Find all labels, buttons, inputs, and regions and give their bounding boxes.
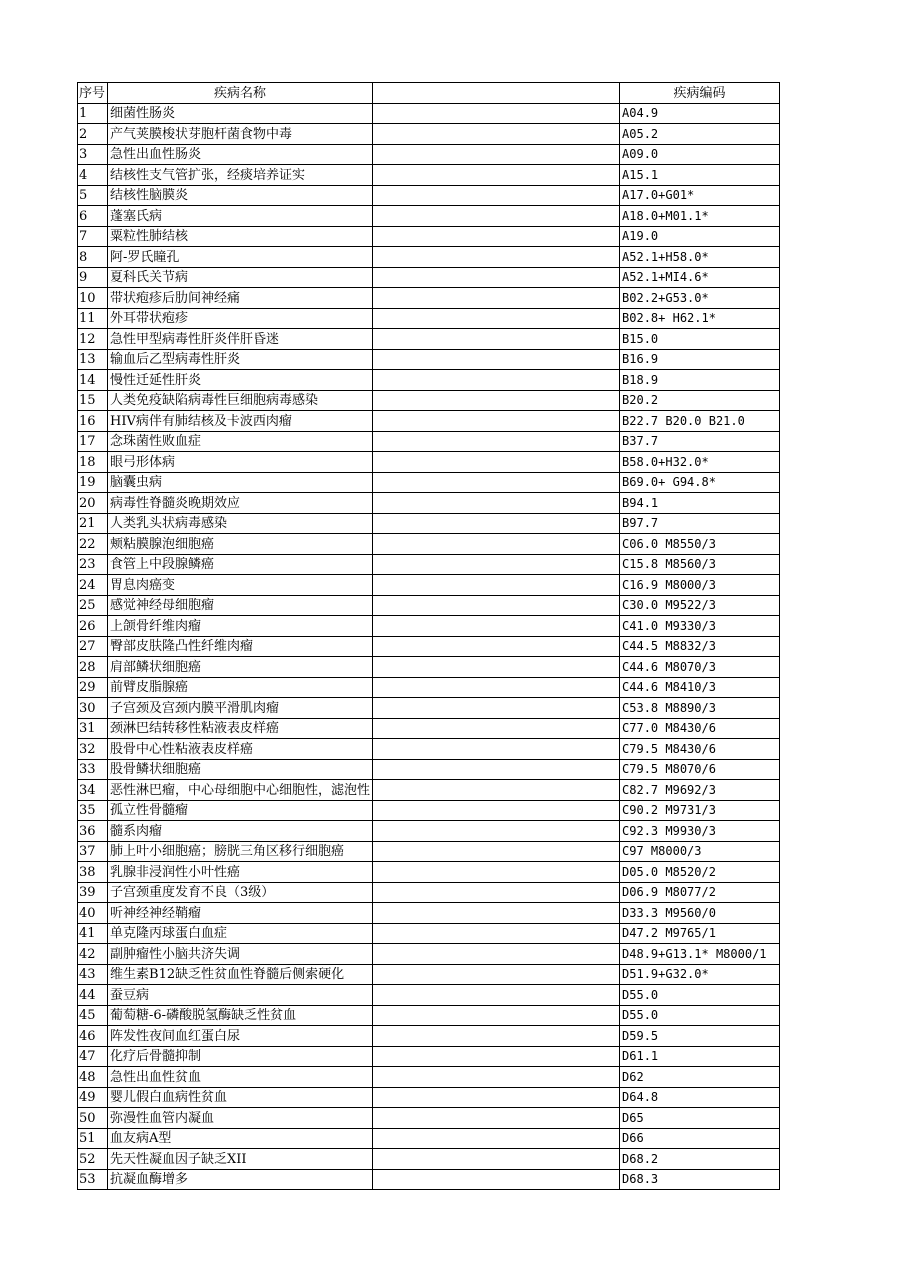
row-name: 肺上叶小细胞癌；膀胱三角区移行细胞癌 xyxy=(108,841,373,862)
row-blank xyxy=(373,124,620,145)
row-blank xyxy=(373,513,620,534)
row-blank xyxy=(373,800,620,821)
row-blank xyxy=(373,1128,620,1149)
row-name: 恶性淋巴瘤，中心母细胞中心细胞性，滤泡性 xyxy=(108,780,373,801)
row-num: 5 xyxy=(78,185,108,206)
row-num: 17 xyxy=(78,431,108,452)
row-code: C16.9 M8000/3 xyxy=(620,575,780,596)
table-row xyxy=(78,636,780,657)
table-row xyxy=(78,206,780,227)
row-code: B22.7 B20.0 B21.0 xyxy=(620,411,780,432)
row-num: 9 xyxy=(78,267,108,288)
row-name: 单克隆丙球蛋白血症 xyxy=(108,923,373,944)
row-name: 夏科氏关节病 xyxy=(108,267,373,288)
row-blank xyxy=(373,493,620,514)
header-name: 疾病名称 xyxy=(108,83,373,104)
row-num: 48 xyxy=(78,1067,108,1088)
row-name: 葡萄糖-6-磷酸脱氢酶缺乏性贫血 xyxy=(108,1005,373,1026)
row-num: 6 xyxy=(78,206,108,227)
row-blank xyxy=(373,206,620,227)
row-name: 带状疱疹后肋间神经痛 xyxy=(108,288,373,309)
table-row xyxy=(78,1108,780,1129)
row-num: 41 xyxy=(78,923,108,944)
row-num: 32 xyxy=(78,739,108,760)
row-code: B94.1 xyxy=(620,493,780,514)
row-name: 肩部鳞状细胞癌 xyxy=(108,657,373,678)
row-num: 44 xyxy=(78,985,108,1006)
row-name: 股骨中心性粘液表皮样癌 xyxy=(108,739,373,760)
table-row xyxy=(78,1067,780,1088)
row-blank xyxy=(373,472,620,493)
table-row xyxy=(78,513,780,534)
disease-code-table xyxy=(77,82,780,1190)
row-code: D68.2 xyxy=(620,1149,780,1170)
row-num: 2 xyxy=(78,124,108,145)
table-row xyxy=(78,349,780,370)
table-row xyxy=(78,247,780,268)
row-name: 阵发性夜间血红蛋白尿 xyxy=(108,1026,373,1047)
row-code: C92.3 M9930/3 xyxy=(620,821,780,842)
row-name: 胃息肉癌变 xyxy=(108,575,373,596)
row-code: C41.0 M9330/3 xyxy=(620,616,780,637)
row-blank xyxy=(373,144,620,165)
row-code: B20.2 xyxy=(620,390,780,411)
row-name: 抗凝血酶增多 xyxy=(108,1169,373,1190)
row-blank xyxy=(373,1108,620,1129)
row-num: 36 xyxy=(78,821,108,842)
row-blank xyxy=(373,636,620,657)
row-blank xyxy=(373,841,620,862)
table-row xyxy=(78,616,780,637)
table-row xyxy=(78,103,780,124)
row-code: A15.1 xyxy=(620,165,780,186)
row-blank xyxy=(373,944,620,965)
row-num: 21 xyxy=(78,513,108,534)
row-num: 50 xyxy=(78,1108,108,1129)
table-row xyxy=(78,882,780,903)
row-num: 13 xyxy=(78,349,108,370)
table-row xyxy=(78,657,780,678)
row-num: 3 xyxy=(78,144,108,165)
row-blank xyxy=(373,882,620,903)
row-blank xyxy=(373,595,620,616)
row-num: 47 xyxy=(78,1046,108,1067)
row-code: D62 xyxy=(620,1067,780,1088)
row-num: 18 xyxy=(78,452,108,473)
row-code: A18.0+M01.1* xyxy=(620,206,780,227)
row-code: D68.3 xyxy=(620,1169,780,1190)
row-code: D47.2 M9765/1 xyxy=(620,923,780,944)
row-blank xyxy=(373,964,620,985)
row-num: 37 xyxy=(78,841,108,862)
row-blank xyxy=(373,370,620,391)
row-code: C44.5 M8832/3 xyxy=(620,636,780,657)
row-blank xyxy=(373,1087,620,1108)
table-row xyxy=(78,575,780,596)
row-num: 1 xyxy=(78,103,108,124)
row-num: 28 xyxy=(78,657,108,678)
row-name: HIV病伴有肺结核及卡波西肉瘤 xyxy=(108,411,373,432)
row-code: C79.5 M8430/6 xyxy=(620,739,780,760)
row-blank xyxy=(373,698,620,719)
row-num: 10 xyxy=(78,288,108,309)
table-row xyxy=(78,739,780,760)
table-row xyxy=(78,267,780,288)
row-blank xyxy=(373,390,620,411)
row-blank xyxy=(373,759,620,780)
row-num: 51 xyxy=(78,1128,108,1149)
row-num: 27 xyxy=(78,636,108,657)
row-code: A04.9 xyxy=(620,103,780,124)
row-num: 30 xyxy=(78,698,108,719)
row-name: 听神经神经鞘瘤 xyxy=(108,903,373,924)
table-row xyxy=(78,595,780,616)
row-blank xyxy=(373,1067,620,1088)
row-name: 颊粘膜腺泡细胞癌 xyxy=(108,534,373,555)
row-code: D05.0 M8520/2 xyxy=(620,862,780,883)
row-num: 43 xyxy=(78,964,108,985)
row-code: C30.0 M9522/3 xyxy=(620,595,780,616)
table-row xyxy=(78,288,780,309)
row-name: 病毒性脊髓炎晚期效应 xyxy=(108,493,373,514)
row-blank xyxy=(373,903,620,924)
row-blank xyxy=(373,677,620,698)
row-name: 细菌性肠炎 xyxy=(108,103,373,124)
table-row xyxy=(78,534,780,555)
row-name: 急性出血性肠炎 xyxy=(108,144,373,165)
row-num: 20 xyxy=(78,493,108,514)
table-row xyxy=(78,411,780,432)
table-row xyxy=(78,698,780,719)
table-row xyxy=(78,124,780,145)
header-blank xyxy=(373,83,620,104)
row-code: D55.0 xyxy=(620,985,780,1006)
row-name: 慢性迁延性肝炎 xyxy=(108,370,373,391)
row-name: 副肿瘤性小脑共济失调 xyxy=(108,944,373,965)
row-num: 8 xyxy=(78,247,108,268)
table-row xyxy=(78,554,780,575)
row-name: 化疗后骨髓抑制 xyxy=(108,1046,373,1067)
row-name: 先天性凝血因子缺乏XII xyxy=(108,1149,373,1170)
row-code: C90.2 M9731/3 xyxy=(620,800,780,821)
row-code: A09.0 xyxy=(620,144,780,165)
row-num: 42 xyxy=(78,944,108,965)
row-blank xyxy=(373,1169,620,1190)
header-code: 疾病编码 xyxy=(620,83,780,104)
row-blank xyxy=(373,1046,620,1067)
row-name: 结核性脑膜炎 xyxy=(108,185,373,206)
row-code: C79.5 M8070/6 xyxy=(620,759,780,780)
row-code: B58.0+H32.0* xyxy=(620,452,780,473)
row-blank xyxy=(373,780,620,801)
row-code: B69.0+ G94.8* xyxy=(620,472,780,493)
table-row xyxy=(78,1128,780,1149)
row-code: D64.8 xyxy=(620,1087,780,1108)
row-blank xyxy=(373,165,620,186)
table-row xyxy=(78,329,780,350)
row-num: 14 xyxy=(78,370,108,391)
table-row xyxy=(78,472,780,493)
table-row xyxy=(78,1046,780,1067)
table-row xyxy=(78,903,780,924)
table-row xyxy=(78,800,780,821)
row-name: 念珠菌性败血症 xyxy=(108,431,373,452)
row-name: 外耳带状疱疹 xyxy=(108,308,373,329)
row-num: 39 xyxy=(78,882,108,903)
row-name: 维生素B12缺乏性贫血性脊髓后侧索硬化 xyxy=(108,964,373,985)
row-code: C97 M8000/3 xyxy=(620,841,780,862)
row-num: 25 xyxy=(78,595,108,616)
table-row xyxy=(78,390,780,411)
row-name: 阿-罗氏瞳孔 xyxy=(108,247,373,268)
row-blank xyxy=(373,431,620,452)
row-num: 35 xyxy=(78,800,108,821)
table-row xyxy=(78,862,780,883)
row-code: B16.9 xyxy=(620,349,780,370)
row-code: A52.1+H58.0* xyxy=(620,247,780,268)
row-blank xyxy=(373,862,620,883)
row-blank xyxy=(373,718,620,739)
row-code: D65 xyxy=(620,1108,780,1129)
row-name: 子宫颈重度发育不良（3级） xyxy=(108,882,373,903)
table-row xyxy=(78,964,780,985)
row-name: 弥漫性血管内凝血 xyxy=(108,1108,373,1129)
table-row xyxy=(78,144,780,165)
row-code: B02.8+ H62.1* xyxy=(620,308,780,329)
row-num: 22 xyxy=(78,534,108,555)
row-code: A52.1+MI4.6* xyxy=(620,267,780,288)
row-num: 52 xyxy=(78,1149,108,1170)
row-blank xyxy=(373,1005,620,1026)
row-blank xyxy=(373,267,620,288)
row-name: 前臂皮脂腺癌 xyxy=(108,677,373,698)
row-code: B18.9 xyxy=(620,370,780,391)
row-code: D66 xyxy=(620,1128,780,1149)
row-num: 4 xyxy=(78,165,108,186)
row-code: C77.0 M8430/6 xyxy=(620,718,780,739)
row-blank xyxy=(373,247,620,268)
table-row xyxy=(78,226,780,247)
table-row xyxy=(78,759,780,780)
row-name: 孤立性骨髓瘤 xyxy=(108,800,373,821)
row-blank xyxy=(373,1026,620,1047)
row-num: 12 xyxy=(78,329,108,350)
row-name: 上颌骨纤维肉瘤 xyxy=(108,616,373,637)
row-name: 急性出血性贫血 xyxy=(108,1067,373,1088)
row-blank xyxy=(373,329,620,350)
row-name: 人类乳头状病毒感染 xyxy=(108,513,373,534)
row-code: D06.9 M8077/2 xyxy=(620,882,780,903)
table-row xyxy=(78,1149,780,1170)
row-code: B15.0 xyxy=(620,329,780,350)
row-blank xyxy=(373,226,620,247)
header-num: 序号 xyxy=(78,83,108,104)
row-name: 婴儿假白血病性贫血 xyxy=(108,1087,373,1108)
table-row xyxy=(78,1087,780,1108)
row-blank xyxy=(373,985,620,1006)
row-name: 急性甲型病毒性肝炎伴肝昏迷 xyxy=(108,329,373,350)
row-name: 子宫颈及宫颈内膜平滑肌肉瘤 xyxy=(108,698,373,719)
row-num: 15 xyxy=(78,390,108,411)
row-blank xyxy=(373,288,620,309)
row-blank xyxy=(373,103,620,124)
row-code: C44.6 M8410/3 xyxy=(620,677,780,698)
row-name: 脑囊虫病 xyxy=(108,472,373,493)
table-row xyxy=(78,431,780,452)
table-row xyxy=(78,165,780,186)
row-code: D59.5 xyxy=(620,1026,780,1047)
row-num: 34 xyxy=(78,780,108,801)
row-blank xyxy=(373,1149,620,1170)
row-name: 眼弓形体病 xyxy=(108,452,373,473)
row-blank xyxy=(373,575,620,596)
table-row xyxy=(78,1169,780,1190)
table-row xyxy=(78,821,780,842)
row-name: 血友病A型 xyxy=(108,1128,373,1149)
row-name: 髓系肉瘤 xyxy=(108,821,373,842)
table-row xyxy=(78,923,780,944)
table-row xyxy=(78,1026,780,1047)
table-row xyxy=(78,370,780,391)
row-name: 乳腺非浸润性小叶性癌 xyxy=(108,862,373,883)
row-num: 33 xyxy=(78,759,108,780)
row-code: C44.6 M8070/3 xyxy=(620,657,780,678)
row-num: 40 xyxy=(78,903,108,924)
row-num: 7 xyxy=(78,226,108,247)
row-num: 26 xyxy=(78,616,108,637)
row-num: 29 xyxy=(78,677,108,698)
table-row xyxy=(78,718,780,739)
row-num: 45 xyxy=(78,1005,108,1026)
row-blank xyxy=(373,554,620,575)
table-row xyxy=(78,985,780,1006)
row-name: 粟粒性肺结核 xyxy=(108,226,373,247)
table-row xyxy=(78,1005,780,1026)
row-code: B97.7 xyxy=(620,513,780,534)
row-code: D51.9+G32.0* xyxy=(620,964,780,985)
row-name: 输血后乙型病毒性肝炎 xyxy=(108,349,373,370)
row-code: A19.0 xyxy=(620,226,780,247)
row-num: 31 xyxy=(78,718,108,739)
row-code: C53.8 M8890/3 xyxy=(620,698,780,719)
table-header-row xyxy=(78,83,780,104)
row-name: 人类免疫缺陷病毒性巨细胞病毒感染 xyxy=(108,390,373,411)
row-blank xyxy=(373,657,620,678)
row-blank xyxy=(373,452,620,473)
row-code: B37.7 xyxy=(620,431,780,452)
row-code: D33.3 M9560/0 xyxy=(620,903,780,924)
row-blank xyxy=(373,923,620,944)
table-row xyxy=(78,677,780,698)
row-blank xyxy=(373,534,620,555)
row-name: 蚕豆病 xyxy=(108,985,373,1006)
row-code: A05.2 xyxy=(620,124,780,145)
row-blank xyxy=(373,185,620,206)
row-code: D55.0 xyxy=(620,1005,780,1026)
row-code: C82.7 M9692/3 xyxy=(620,780,780,801)
table-row xyxy=(78,780,780,801)
table-row xyxy=(78,841,780,862)
row-num: 19 xyxy=(78,472,108,493)
row-num: 16 xyxy=(78,411,108,432)
row-num: 23 xyxy=(78,554,108,575)
row-code: D48.9+G13.1* M8000/1 xyxy=(620,944,780,965)
row-blank xyxy=(373,411,620,432)
row-code: D61.1 xyxy=(620,1046,780,1067)
row-blank xyxy=(373,349,620,370)
table-row xyxy=(78,944,780,965)
row-blank xyxy=(373,821,620,842)
row-name: 感觉神经母细胞瘤 xyxy=(108,595,373,616)
table-row xyxy=(78,308,780,329)
row-blank xyxy=(373,616,620,637)
row-name: 股骨鳞状细胞癌 xyxy=(108,759,373,780)
row-num: 24 xyxy=(78,575,108,596)
row-code: C15.8 M8560/3 xyxy=(620,554,780,575)
table-row xyxy=(78,185,780,206)
row-name: 食管上中段腺鳞癌 xyxy=(108,554,373,575)
row-code: C06.0 M8550/3 xyxy=(620,534,780,555)
row-name: 臀部皮肤隆凸性纤维肉瘤 xyxy=(108,636,373,657)
row-name: 产气荚膜梭状芽胞杆菌食物中毒 xyxy=(108,124,373,145)
row-name: 颈淋巴结转移性粘液表皮样癌 xyxy=(108,718,373,739)
row-code: A17.0+G01* xyxy=(620,185,780,206)
row-name: 结核性支气管扩张，经痰培养证实 xyxy=(108,165,373,186)
table-row xyxy=(78,493,780,514)
row-num: 11 xyxy=(78,308,108,329)
row-num: 38 xyxy=(78,862,108,883)
row-num: 49 xyxy=(78,1087,108,1108)
row-num: 53 xyxy=(78,1169,108,1190)
row-blank xyxy=(373,308,620,329)
row-code: B02.2+G53.0* xyxy=(620,288,780,309)
row-name: 蓬塞氏病 xyxy=(108,206,373,227)
row-blank xyxy=(373,739,620,760)
row-num: 46 xyxy=(78,1026,108,1047)
table-row xyxy=(78,452,780,473)
